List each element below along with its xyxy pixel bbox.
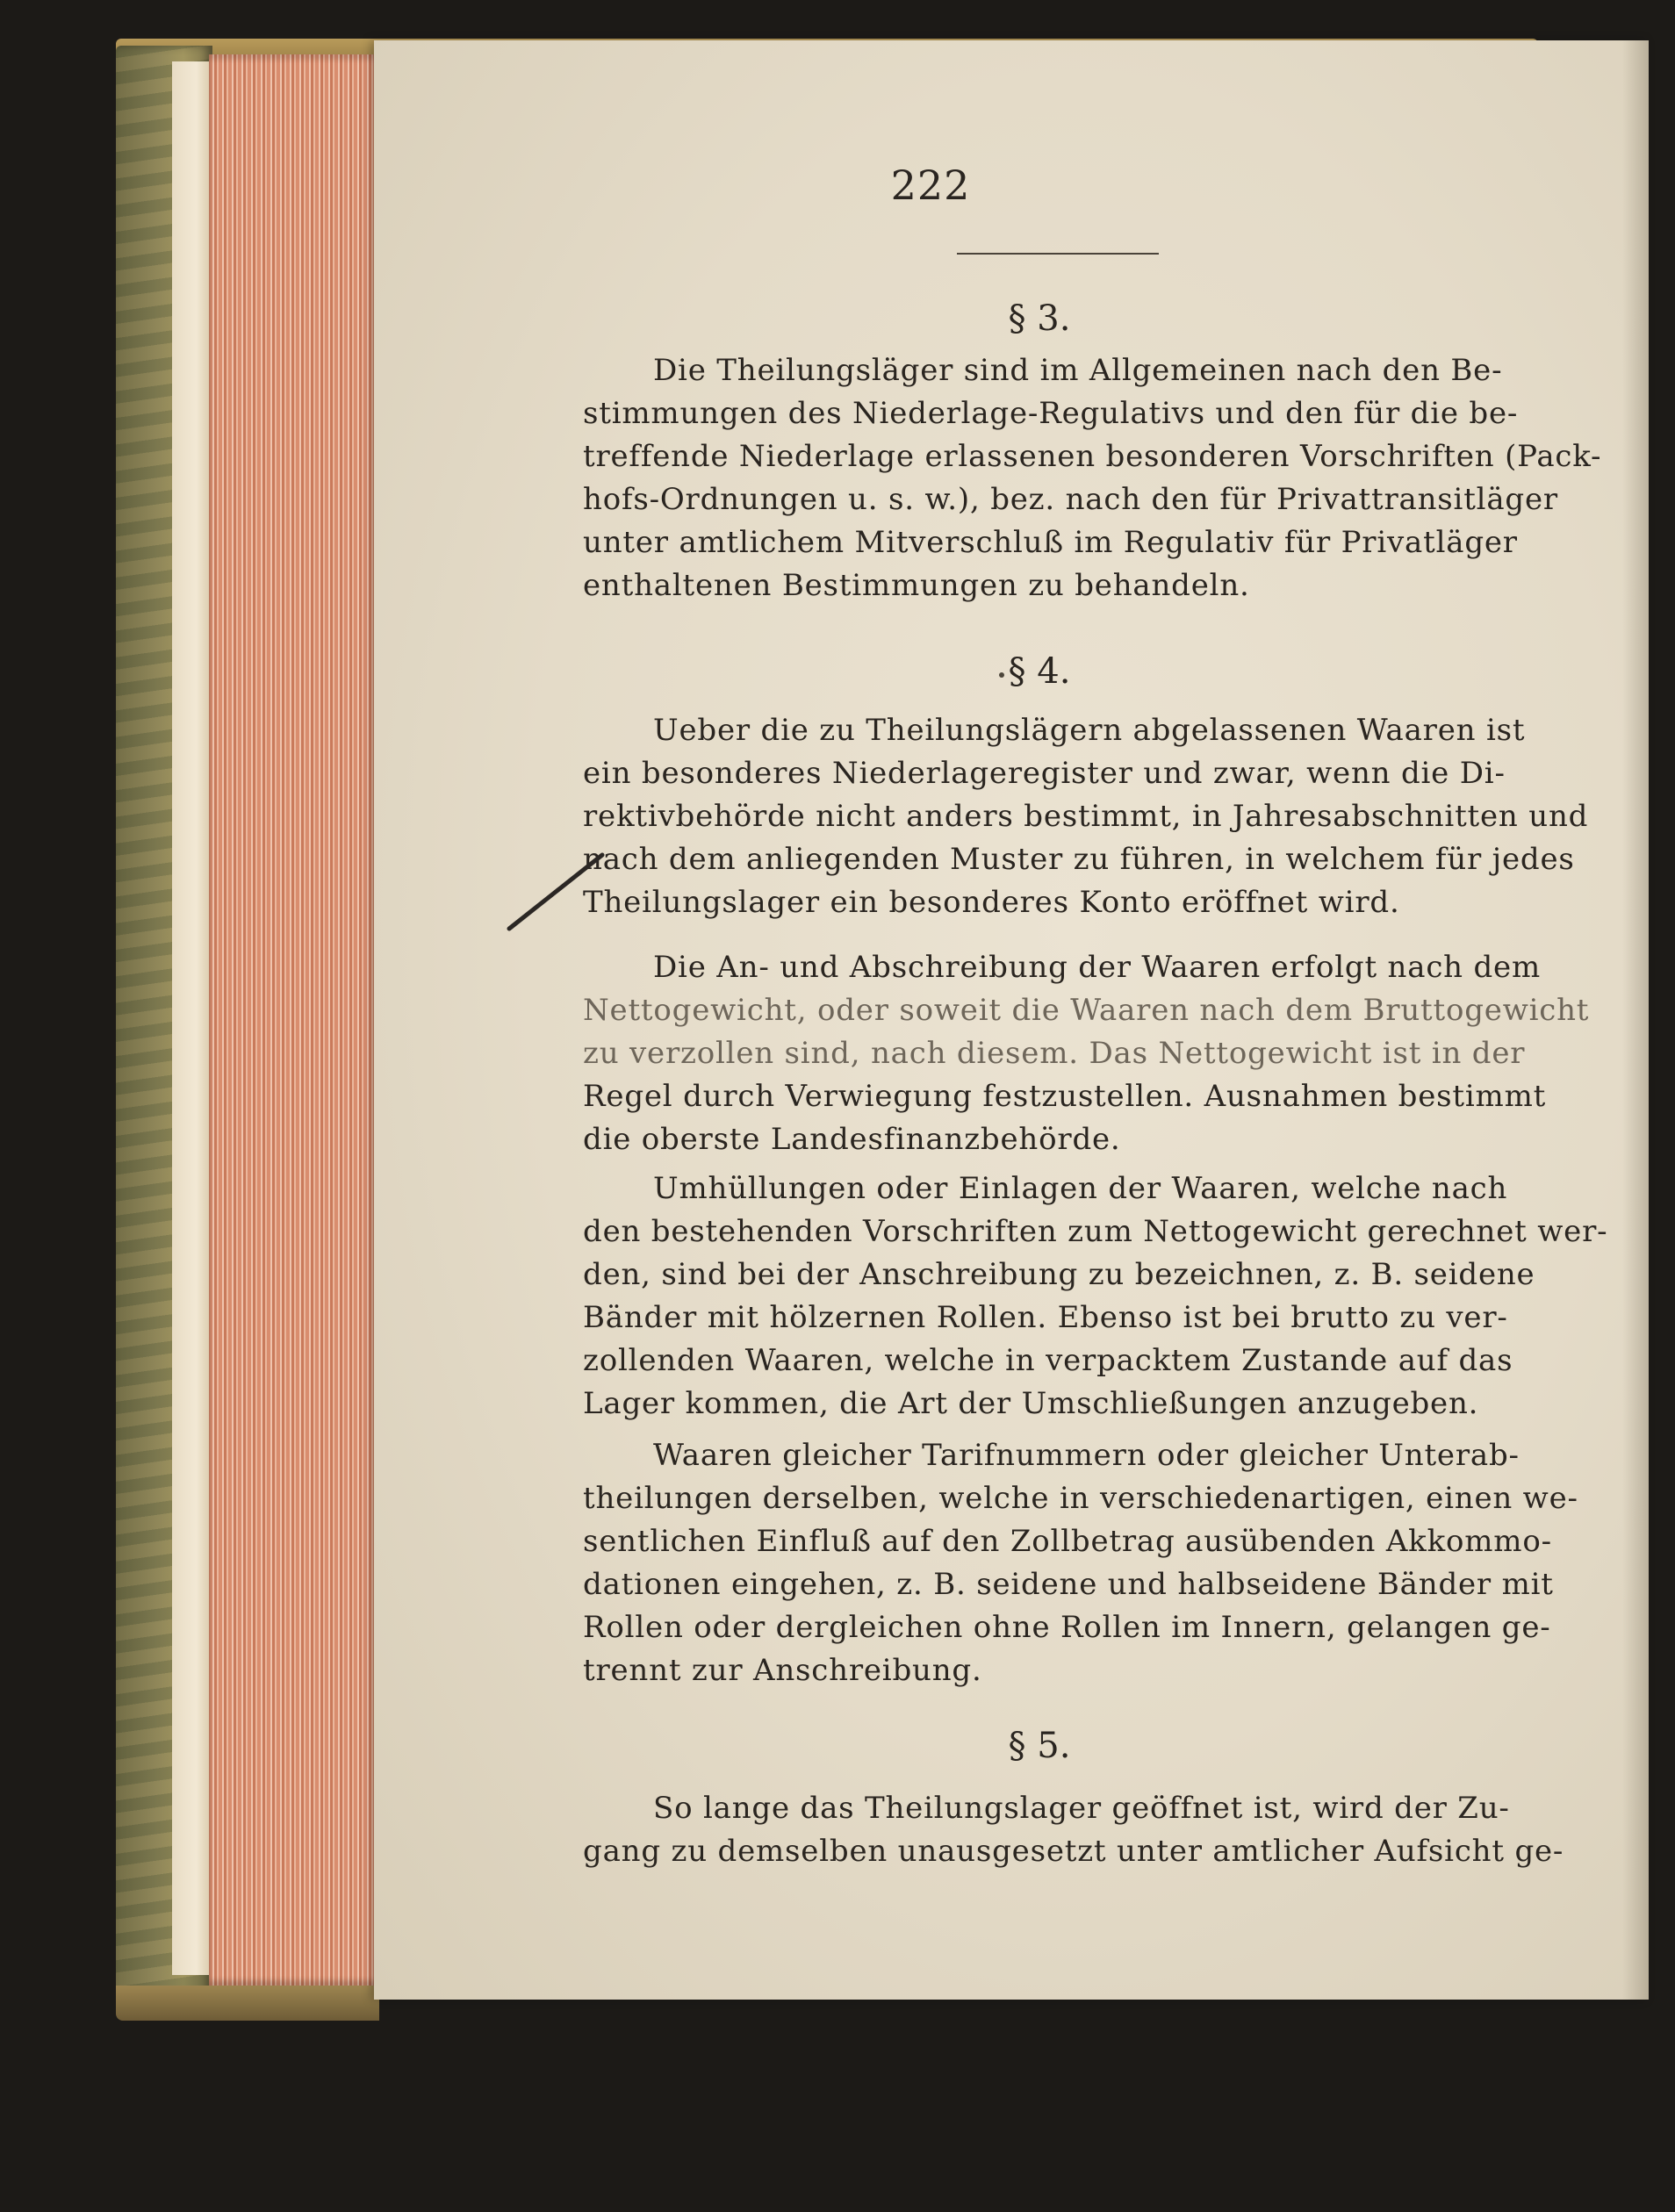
pencil-margin-mark (504, 850, 609, 934)
paragraph-4-3 (583, 1167, 1608, 1426)
text-line: ein besonderes Niederlageregister und zwar, wenn die Di- (583, 756, 1506, 791)
text-line: nach dem anliegenden Muster zu führen, in welchem für jedes (583, 842, 1575, 877)
text-line: Die Theilungsläger sind im Allgemeinen nach den Be- (653, 353, 1503, 388)
section-heading-3: § 3. (1008, 298, 1071, 339)
ink-speck (999, 672, 1004, 678)
section-heading-5: § 5. (1008, 1726, 1071, 1766)
text-line: hofs-Ordnungen u. s. w.), bez. nach den für Privattransitläger (583, 482, 1558, 517)
text-line: So lange das Theilungslager geöffnet ist, wird der Zu- (653, 1791, 1510, 1826)
text-line: gang zu demselben unausgesetzt unter amtlicher Aufsicht ge- (583, 1834, 1564, 1869)
text-line: enthaltenen Bestimmungen zu behandeln. (583, 568, 1250, 603)
paragraph-4-4 (583, 1434, 1578, 1692)
page-gutter-shadow (1622, 40, 1649, 2000)
text-line: stimmungen des Niederlage-Regulativs und den für die be- (583, 396, 1519, 431)
paragraph-3-1 (583, 349, 1602, 607)
page-number: 222 (890, 162, 971, 209)
text-line: dationen eingehen, z. B. seidene und halbseidene Bänder mit (583, 1567, 1554, 1602)
text-line: zollenden Waaren, welche in verpacktem Zustande auf das (583, 1343, 1513, 1378)
text-line: Rollen oder dergleichen ohne Rollen im Innern, gelangen ge- (583, 1610, 1551, 1645)
book-cover-bottom-edge (116, 1986, 379, 2021)
text-line: Bänder mit hölzernen Rollen. Ebenso ist bei brutto zu ver- (583, 1300, 1508, 1335)
text-line: Lager kommen, die Art der Umschließungen anzugeben. (583, 1386, 1479, 1421)
text-line: die oberste Landesfinanzbehörde. (583, 1122, 1121, 1157)
paragraph-4-2 (583, 946, 1590, 1161)
text-line: sentlichen Einfluß auf den Zollbetrag ausübenden Akkommo- (583, 1524, 1552, 1559)
text-line: Regel durch Verwiegung festzustellen. Ausnahmen bestimmt (583, 1079, 1547, 1114)
text-line: zu verzollen sind, nach diesem. Das Nettogewicht ist in der (583, 1036, 1526, 1071)
text-line: Ueber die zu Theilungslägern abgelassenen Waaren ist (653, 713, 1526, 748)
text-line: theilungen derselben, welche in verschiedenartigen, einen we- (583, 1481, 1578, 1516)
paragraph-5-1 (583, 1787, 1564, 1873)
page-block-edge-light (172, 61, 212, 1975)
page-block-edge-red (209, 54, 376, 1986)
text-line: den bestehenden Vorschriften zum Nettogewicht gerechnet wer- (583, 1214, 1608, 1249)
text-line: Umhüllungen oder Einlagen der Waaren, welche nach (653, 1171, 1508, 1206)
text-line: den, sind bei der Anschreibung zu bezeichnen, z. B. seidene (583, 1257, 1535, 1292)
text-line: unter amtlichem Mitverschluß im Regulativ für Privatläger (583, 525, 1518, 560)
text-line: trennt zur Anschreibung. (583, 1653, 982, 1688)
text-line: rektivbehörde nicht anders bestimmt, in Jahresabschnitten und (583, 799, 1589, 834)
text-line: treffende Niederlage erlassenen besonderen Vorschriften (Pack- (583, 439, 1602, 474)
text-line: Waaren gleicher Tarifnummern oder gleicher Unterab- (653, 1438, 1520, 1473)
header-rule (957, 253, 1159, 255)
section-heading-4: § 4. (1008, 651, 1071, 692)
text-line: Nettogewicht, oder soweit die Waaren nach dem Bruttogewicht (583, 993, 1590, 1028)
text-line: Die An- und Abschreibung der Waaren erfolgt nach dem (653, 950, 1541, 985)
paragraph-4-1 (583, 709, 1589, 924)
text-line: Theilungslager ein besonderes Konto eröffnet wird. (583, 885, 1400, 920)
